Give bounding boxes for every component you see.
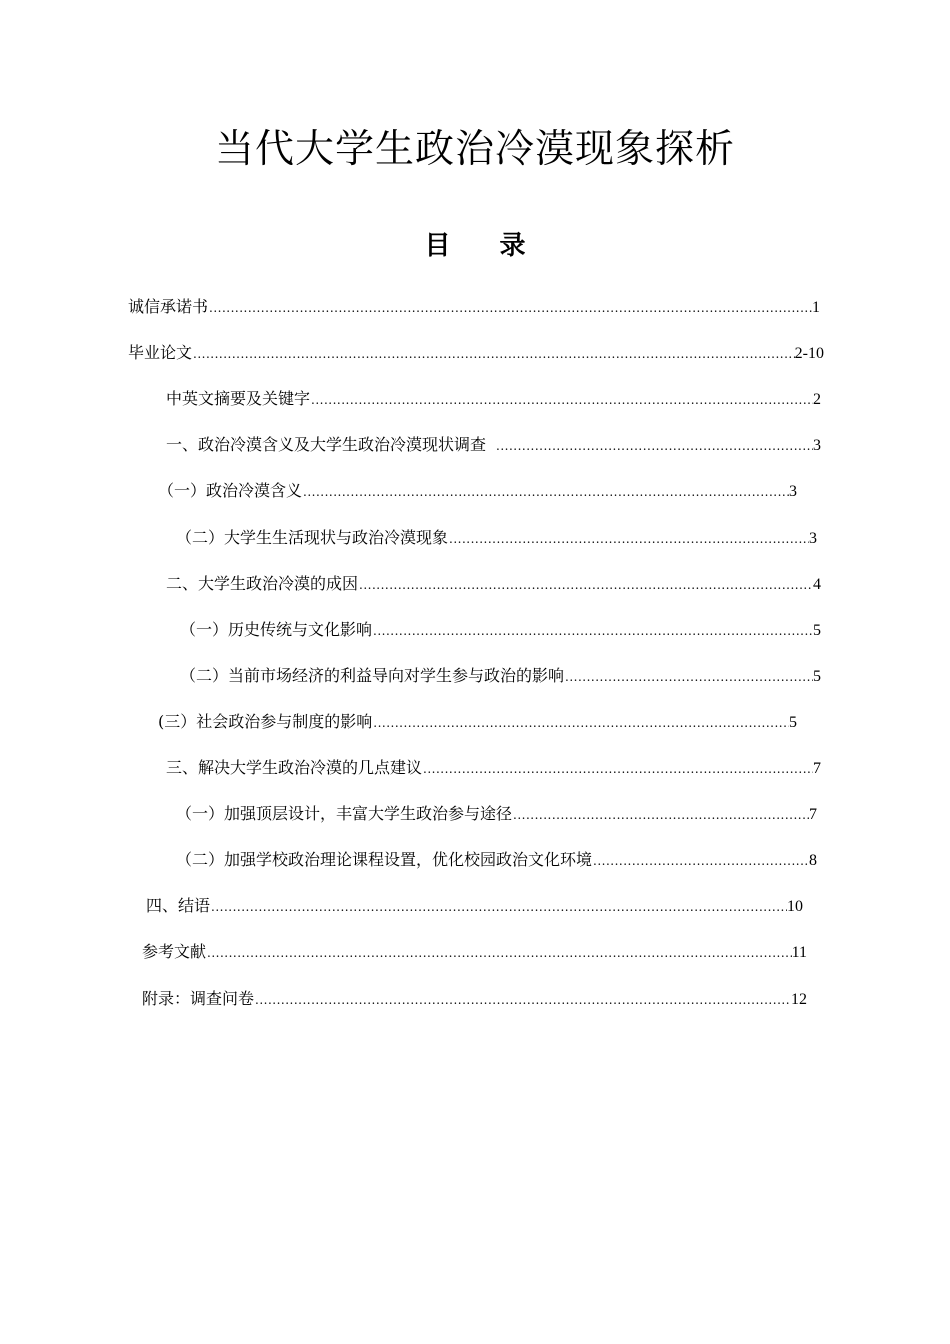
toc-entry-chapter-1[interactable]	[166, 434, 821, 457]
toc-page-number: 3	[789, 483, 797, 500]
toc-page-number: 5	[813, 668, 821, 685]
toc-entry-abstract[interactable]	[166, 388, 821, 411]
toc-entry-title: 四、结语	[146, 896, 211, 915]
toc-entry-title: 参考文献	[142, 942, 207, 961]
toc-dot-leader	[496, 435, 813, 457]
toc-page-number: 7	[813, 760, 821, 777]
toc-page-number: 3	[813, 437, 821, 454]
toc-entry-title: （一）历史传统与文化影响	[180, 620, 373, 639]
toc-entry-title: 诚信承诺书	[128, 297, 209, 316]
toc-dot-leader	[211, 896, 787, 918]
toc-entry-title: (三）社会政治参与制度的影响	[158, 712, 373, 731]
toc-entry-references[interactable]	[142, 941, 807, 964]
toc-heading: 目 录	[424, 231, 526, 261]
toc-dot-leader	[303, 481, 789, 503]
toc-dot-leader	[359, 574, 813, 596]
toc-entry-title: 附录：调查问卷	[142, 989, 255, 1008]
toc-page-number: 4	[813, 576, 821, 593]
toc-entry-section-2-2[interactable]	[180, 665, 821, 688]
toc-dot-leader	[565, 666, 813, 688]
toc-page-number: 3	[809, 530, 817, 547]
toc-dot-leader	[209, 297, 812, 319]
toc-entry-section-3-2[interactable]	[176, 849, 817, 872]
toc-entry-chapter-2[interactable]	[166, 573, 821, 596]
toc-dot-leader	[423, 758, 813, 780]
toc-entry-section-3-1[interactable]	[176, 803, 817, 826]
toc-entry-title: （二）当前市场经济的利益导向对学生参与政治的影响	[180, 666, 565, 685]
toc-entry-title: （二）加强学校政治理论课程设置，优化校园政治文化环境	[176, 850, 593, 869]
toc-dot-leader	[373, 620, 813, 642]
toc-dot-leader	[593, 850, 809, 872]
toc-dot-leader	[193, 343, 795, 365]
toc-page-number: 1	[812, 299, 820, 316]
toc-entry-title: 毕业论文	[128, 343, 193, 362]
toc-page-number: 2	[813, 391, 821, 408]
toc-page-number: 2-10	[794, 345, 824, 362]
toc-entry-title: 三、解决大学生政治冷漠的几点建议	[166, 758, 423, 777]
toc-entry-thesis[interactable]	[128, 342, 824, 365]
toc-dot-leader	[255, 989, 791, 1011]
toc-page-number: 7	[809, 806, 817, 823]
toc-entry-section-2-3[interactable]	[158, 711, 797, 734]
toc-entry-section-2-1[interactable]	[180, 619, 821, 642]
toc-page-number: 12	[791, 991, 807, 1008]
toc-dot-leader	[311, 389, 813, 411]
toc-entry-appendix[interactable]	[142, 988, 807, 1011]
toc-dot-leader	[513, 804, 809, 826]
toc-entry-honesty-pledge[interactable]	[128, 296, 820, 319]
toc-entry-title: （二）大学生生活现状与政治冷漠现象	[176, 528, 449, 547]
toc-page-number: 5	[813, 622, 821, 639]
toc-entry-section-1-2[interactable]	[176, 527, 817, 550]
toc-page-number: 8	[809, 852, 817, 869]
toc-dot-leader	[449, 528, 809, 550]
document-title: 当代大学生政治冷漠现象探析	[214, 127, 735, 172]
toc-entry-title: 一、政治冷漠含义及大学生政治冷漠现状调查	[166, 435, 487, 454]
toc-entry-section-1-1[interactable]	[158, 480, 797, 503]
toc-entry-title: 二、大学生政治冷漠的成因	[166, 574, 359, 593]
toc-dot-leader	[207, 942, 792, 964]
toc-page-number: 10	[787, 898, 803, 915]
toc-entry-title: 中英文摘要及关键字	[166, 389, 311, 408]
toc-entry-title: （一）政治冷漠含义	[158, 481, 303, 500]
toc-page-number: 11	[791, 944, 807, 961]
toc-entry-title: （一）加强顶层设计，丰富大学生政治参与途径	[176, 804, 513, 823]
toc-entry-chapter-3[interactable]	[166, 757, 821, 780]
toc-page-number: 5	[789, 714, 797, 731]
toc-dot-leader	[373, 712, 789, 734]
toc-entry-chapter-4[interactable]	[146, 895, 803, 918]
